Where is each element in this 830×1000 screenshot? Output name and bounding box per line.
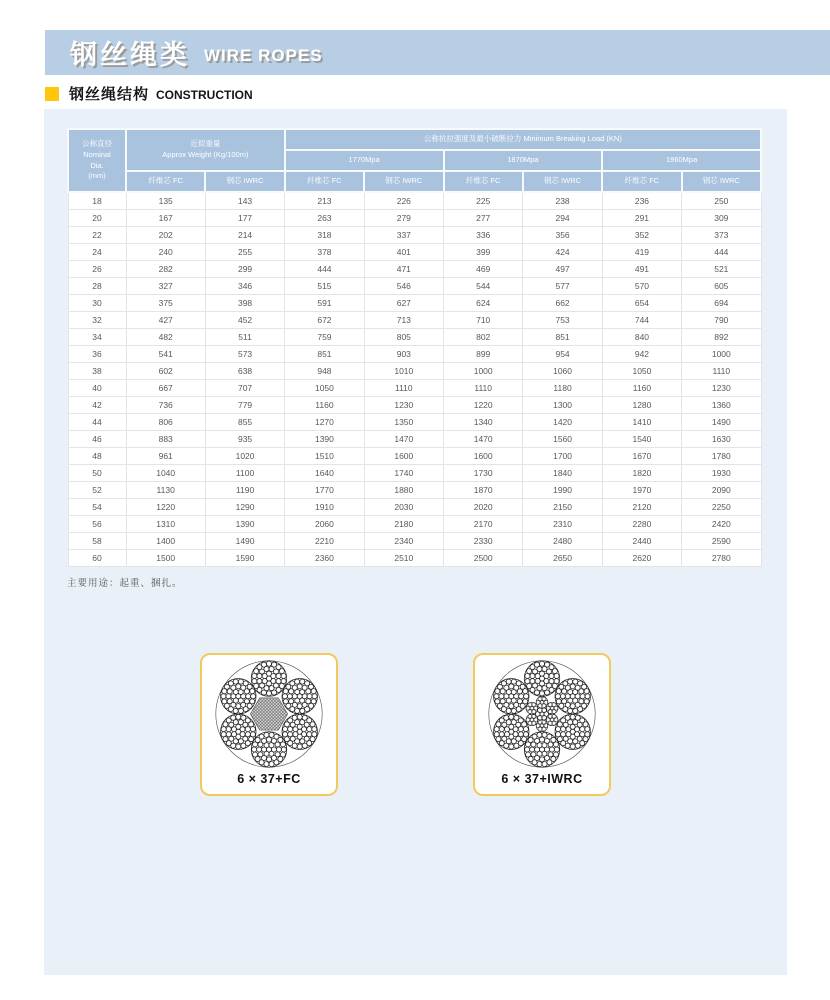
cell: 806 — [126, 413, 205, 430]
cell: 1500 — [126, 549, 205, 566]
cell: 1340 — [444, 413, 523, 430]
weight-label-en: Approx Weight (Kg/100m) — [162, 150, 249, 159]
cell: 1640 — [285, 464, 364, 481]
cell: 899 — [444, 345, 523, 362]
cell: 851 — [285, 345, 364, 362]
cell: 1670 — [602, 447, 681, 464]
cell: 1740 — [364, 464, 443, 481]
cell: 240 — [126, 243, 205, 260]
cell: 2440 — [602, 532, 681, 549]
cell: 1930 — [682, 464, 761, 481]
cell: 60 — [68, 549, 126, 566]
cell: 707 — [205, 379, 284, 396]
cell: 1230 — [682, 379, 761, 396]
col-header-1770-iwrc: 钢芯 IWRC — [364, 171, 443, 192]
cell: 851 — [523, 328, 602, 345]
cell: 935 — [205, 430, 284, 447]
col-header-1960-fc: 纤维芯 FC — [602, 171, 681, 192]
cell: 213 — [285, 192, 364, 209]
cell: 24 — [68, 243, 126, 260]
diagram-label-iwrc: 6 × 37+IWRC — [501, 772, 583, 786]
cell: 336 — [444, 226, 523, 243]
cell: 903 — [364, 345, 443, 362]
cell: 356 — [523, 226, 602, 243]
cell: 662 — [523, 294, 602, 311]
cell: 34 — [68, 328, 126, 345]
table-row — [68, 447, 761, 464]
cell: 1000 — [444, 362, 523, 379]
cell: 1820 — [602, 464, 681, 481]
cell: 309 — [682, 209, 761, 226]
cell: 942 — [602, 345, 681, 362]
usage-note: 主要用途：起重、捆扎。 — [67, 578, 183, 589]
cell: 753 — [523, 311, 602, 328]
cell: 1600 — [364, 447, 443, 464]
cell: 346 — [205, 277, 284, 294]
cell: 1910 — [285, 498, 364, 515]
cell: 42 — [68, 396, 126, 413]
cell: 511 — [205, 328, 284, 345]
cell: 444 — [682, 243, 761, 260]
cell: 1490 — [205, 532, 284, 549]
weight-label-zh: 近似重量 — [190, 139, 221, 149]
cell: 32 — [68, 311, 126, 328]
col-header-grade-1870: 1870Mpa — [444, 150, 603, 171]
cell: 1100 — [205, 464, 284, 481]
cell: 26 — [68, 260, 126, 277]
cell: 1110 — [444, 379, 523, 396]
table-row — [68, 515, 761, 532]
cell: 444 — [285, 260, 364, 277]
cell: 1040 — [126, 464, 205, 481]
cell: 672 — [285, 311, 364, 328]
cell: 1300 — [523, 396, 602, 413]
cell: 135 — [126, 192, 205, 209]
section-heading — [45, 83, 253, 104]
col-header-breaking-load: 公称抗拉强度及最小破断拉力 Minimum Breaking Load (KN) — [285, 129, 761, 150]
cell: 1050 — [602, 362, 681, 379]
cell: 471 — [364, 260, 443, 277]
cell: 1270 — [285, 413, 364, 430]
cell: 1060 — [523, 362, 602, 379]
cell: 294 — [523, 209, 602, 226]
cell: 2420 — [682, 515, 761, 532]
cell: 954 — [523, 345, 602, 362]
cell: 18 — [68, 192, 126, 209]
cell: 948 — [285, 362, 364, 379]
cell: 1780 — [682, 447, 761, 464]
cell: 961 — [126, 447, 205, 464]
cell: 1700 — [523, 447, 602, 464]
cell: 419 — [602, 243, 681, 260]
cell: 2170 — [444, 515, 523, 532]
cell: 1290 — [205, 498, 284, 515]
cell: 255 — [205, 243, 284, 260]
cell: 1350 — [364, 413, 443, 430]
cell: 1400 — [126, 532, 205, 549]
cell: 654 — [602, 294, 681, 311]
cell: 544 — [444, 277, 523, 294]
cell: 299 — [205, 260, 284, 277]
col-header-1870-fc: 纤维芯 FC — [444, 171, 523, 192]
cell: 250 — [682, 192, 761, 209]
cell: 2360 — [285, 549, 364, 566]
cell: 605 — [682, 277, 761, 294]
col-header-1960-iwrc: 钢芯 IWRC — [682, 171, 761, 192]
cell: 282 — [126, 260, 205, 277]
table-row — [68, 226, 761, 243]
banner-title-en: WIRE ROPES — [204, 45, 323, 65]
cell: 202 — [126, 226, 205, 243]
col-header-weight — [126, 129, 285, 171]
cell: 482 — [126, 328, 205, 345]
cell: 1420 — [523, 413, 602, 430]
cell: 38 — [68, 362, 126, 379]
cell: 378 — [285, 243, 364, 260]
table-row — [68, 481, 761, 498]
section-title-zh: 钢丝绳结构 — [69, 86, 150, 103]
cell: 591 — [285, 294, 364, 311]
cell: 2330 — [444, 532, 523, 549]
cell: 48 — [68, 447, 126, 464]
cell: 602 — [126, 362, 205, 379]
col-header-grade-1960: 1960Mpa — [602, 150, 761, 171]
cell: 50 — [68, 464, 126, 481]
cell: 399 — [444, 243, 523, 260]
table-row — [68, 243, 761, 260]
table-row — [68, 413, 761, 430]
cell: 177 — [205, 209, 284, 226]
cell: 638 — [205, 362, 284, 379]
col-header-weight-fc: 纤维芯 FC — [126, 171, 205, 192]
table-row — [68, 277, 761, 294]
cell: 1770 — [285, 481, 364, 498]
cell: 52 — [68, 481, 126, 498]
cell: 1280 — [602, 396, 681, 413]
cell: 497 — [523, 260, 602, 277]
cell: 1560 — [523, 430, 602, 447]
cell: 1470 — [444, 430, 523, 447]
cell: 694 — [682, 294, 761, 311]
cell: 1220 — [444, 396, 523, 413]
cell: 236 — [602, 192, 681, 209]
cell: 56 — [68, 515, 126, 532]
spec-table — [67, 128, 762, 567]
cell: 667 — [126, 379, 205, 396]
col-header-weight-iwrc: 钢芯 IWRC — [205, 171, 284, 192]
cell: 2120 — [602, 498, 681, 515]
cell: 1220 — [126, 498, 205, 515]
table-row — [68, 379, 761, 396]
cell: 805 — [364, 328, 443, 345]
cell: 855 — [205, 413, 284, 430]
diameter-label-en1: Nominal — [83, 149, 111, 159]
cell: 1410 — [602, 413, 681, 430]
table-row — [68, 311, 761, 328]
content-panel — [44, 109, 787, 975]
rope-cross-section-fc-image — [213, 658, 325, 770]
table-row — [68, 294, 761, 311]
cell: 1020 — [205, 447, 284, 464]
table-row — [68, 498, 761, 515]
cell: 624 — [444, 294, 523, 311]
cell: 2620 — [602, 549, 681, 566]
diameter-label-en3: (mm) — [88, 171, 106, 181]
cell: 2510 — [364, 549, 443, 566]
cell: 58 — [68, 532, 126, 549]
cell: 40 — [68, 379, 126, 396]
cell: 469 — [444, 260, 523, 277]
cell: 802 — [444, 328, 523, 345]
section-title-en: CONSTRUCTION — [156, 87, 253, 102]
cell: 1990 — [523, 481, 602, 498]
cell: 427 — [126, 311, 205, 328]
cell: 2590 — [682, 532, 761, 549]
cell: 541 — [126, 345, 205, 362]
table-body — [68, 192, 761, 566]
cell: 214 — [205, 226, 284, 243]
cell: 573 — [205, 345, 284, 362]
table-row — [68, 396, 761, 413]
cell: 375 — [126, 294, 205, 311]
yellow-square-icon — [45, 87, 59, 101]
cell: 20 — [68, 209, 126, 226]
cell: 143 — [205, 192, 284, 209]
cell: 1590 — [205, 549, 284, 566]
cell: 238 — [523, 192, 602, 209]
cell: 627 — [364, 294, 443, 311]
cell: 44 — [68, 413, 126, 430]
cell: 779 — [205, 396, 284, 413]
cell: 1000 — [682, 345, 761, 362]
cell: 1010 — [364, 362, 443, 379]
cell: 759 — [285, 328, 364, 345]
cell: 892 — [682, 328, 761, 345]
cell: 2250 — [682, 498, 761, 515]
cell: 1190 — [205, 481, 284, 498]
cell: 46 — [68, 430, 126, 447]
cell: 2150 — [523, 498, 602, 515]
cell: 401 — [364, 243, 443, 260]
cell: 1490 — [682, 413, 761, 430]
cell: 521 — [682, 260, 761, 277]
table-row — [68, 362, 761, 379]
table-header — [68, 129, 761, 192]
cell: 1310 — [126, 515, 205, 532]
col-header-1870-iwrc: 钢芯 IWRC — [523, 171, 602, 192]
table-row — [68, 192, 761, 209]
col-header-1770-fc: 纤维芯 FC — [285, 171, 364, 192]
cell: 30 — [68, 294, 126, 311]
table-row — [68, 345, 761, 362]
cell: 2280 — [602, 515, 681, 532]
cell: 2780 — [682, 549, 761, 566]
cell: 2340 — [364, 532, 443, 549]
cell: 790 — [682, 311, 761, 328]
cell: 1600 — [444, 447, 523, 464]
cell: 736 — [126, 396, 205, 413]
cell: 2480 — [523, 532, 602, 549]
cell: 883 — [126, 430, 205, 447]
cell: 2030 — [364, 498, 443, 515]
cell: 277 — [444, 209, 523, 226]
cell: 1390 — [205, 515, 284, 532]
table-row — [68, 549, 761, 566]
cell: 713 — [364, 311, 443, 328]
cell: 710 — [444, 311, 523, 328]
diagram-label-fc: 6 × 37+FC — [237, 772, 301, 786]
diagram-6x37-iwrc — [473, 653, 611, 796]
cell: 1630 — [682, 430, 761, 447]
cell: 424 — [523, 243, 602, 260]
table-row — [68, 430, 761, 447]
cell: 2210 — [285, 532, 364, 549]
cell: 1110 — [682, 362, 761, 379]
cell: 36 — [68, 345, 126, 362]
col-header-grade-1770: 1770Mpa — [285, 150, 444, 171]
cell: 167 — [126, 209, 205, 226]
cell: 2310 — [523, 515, 602, 532]
cell: 2500 — [444, 549, 523, 566]
cell: 1160 — [285, 396, 364, 413]
cell: 2650 — [523, 549, 602, 566]
cell: 327 — [126, 277, 205, 294]
cell: 1870 — [444, 481, 523, 498]
cell: 398 — [205, 294, 284, 311]
page-banner — [45, 30, 830, 75]
cell: 1880 — [364, 481, 443, 498]
cell: 28 — [68, 277, 126, 294]
banner-title-zh: 钢丝绳类 — [70, 40, 190, 70]
cell: 337 — [364, 226, 443, 243]
cell: 2060 — [285, 515, 364, 532]
cell: 54 — [68, 498, 126, 515]
cell: 840 — [602, 328, 681, 345]
cell: 1510 — [285, 447, 364, 464]
cell: 1160 — [602, 379, 681, 396]
cell: 226 — [364, 192, 443, 209]
cell: 1390 — [285, 430, 364, 447]
cell: 1840 — [523, 464, 602, 481]
cell: 452 — [205, 311, 284, 328]
cell: 1540 — [602, 430, 681, 447]
cell: 2180 — [364, 515, 443, 532]
cell: 1730 — [444, 464, 523, 481]
cell: 225 — [444, 192, 523, 209]
cell: 1970 — [602, 481, 681, 498]
table-row — [68, 260, 761, 277]
cell: 318 — [285, 226, 364, 243]
cell: 1180 — [523, 379, 602, 396]
diagram-6x37-fc — [200, 653, 338, 796]
cell: 1470 — [364, 430, 443, 447]
diameter-label-en2: Dia. — [90, 160, 104, 170]
cell: 291 — [602, 209, 681, 226]
cell: 373 — [682, 226, 761, 243]
table-row — [68, 328, 761, 345]
cell: 515 — [285, 277, 364, 294]
cell: 352 — [602, 226, 681, 243]
col-header-diameter — [68, 129, 126, 192]
table-row — [68, 464, 761, 481]
cell: 744 — [602, 311, 681, 328]
table-row — [68, 209, 761, 226]
cell: 577 — [523, 277, 602, 294]
cell: 1050 — [285, 379, 364, 396]
cell: 1130 — [126, 481, 205, 498]
cell: 546 — [364, 277, 443, 294]
cell: 1110 — [364, 379, 443, 396]
cell: 279 — [364, 209, 443, 226]
rope-cross-section-iwrc-image — [486, 658, 598, 770]
table-row — [68, 532, 761, 549]
cell: 1360 — [682, 396, 761, 413]
cell: 491 — [602, 260, 681, 277]
cell: 2020 — [444, 498, 523, 515]
cell: 22 — [68, 226, 126, 243]
cell: 263 — [285, 209, 364, 226]
cell: 570 — [602, 277, 681, 294]
cell: 1230 — [364, 396, 443, 413]
diameter-label-zh: 公称直径 — [82, 138, 112, 148]
cell: 2090 — [682, 481, 761, 498]
